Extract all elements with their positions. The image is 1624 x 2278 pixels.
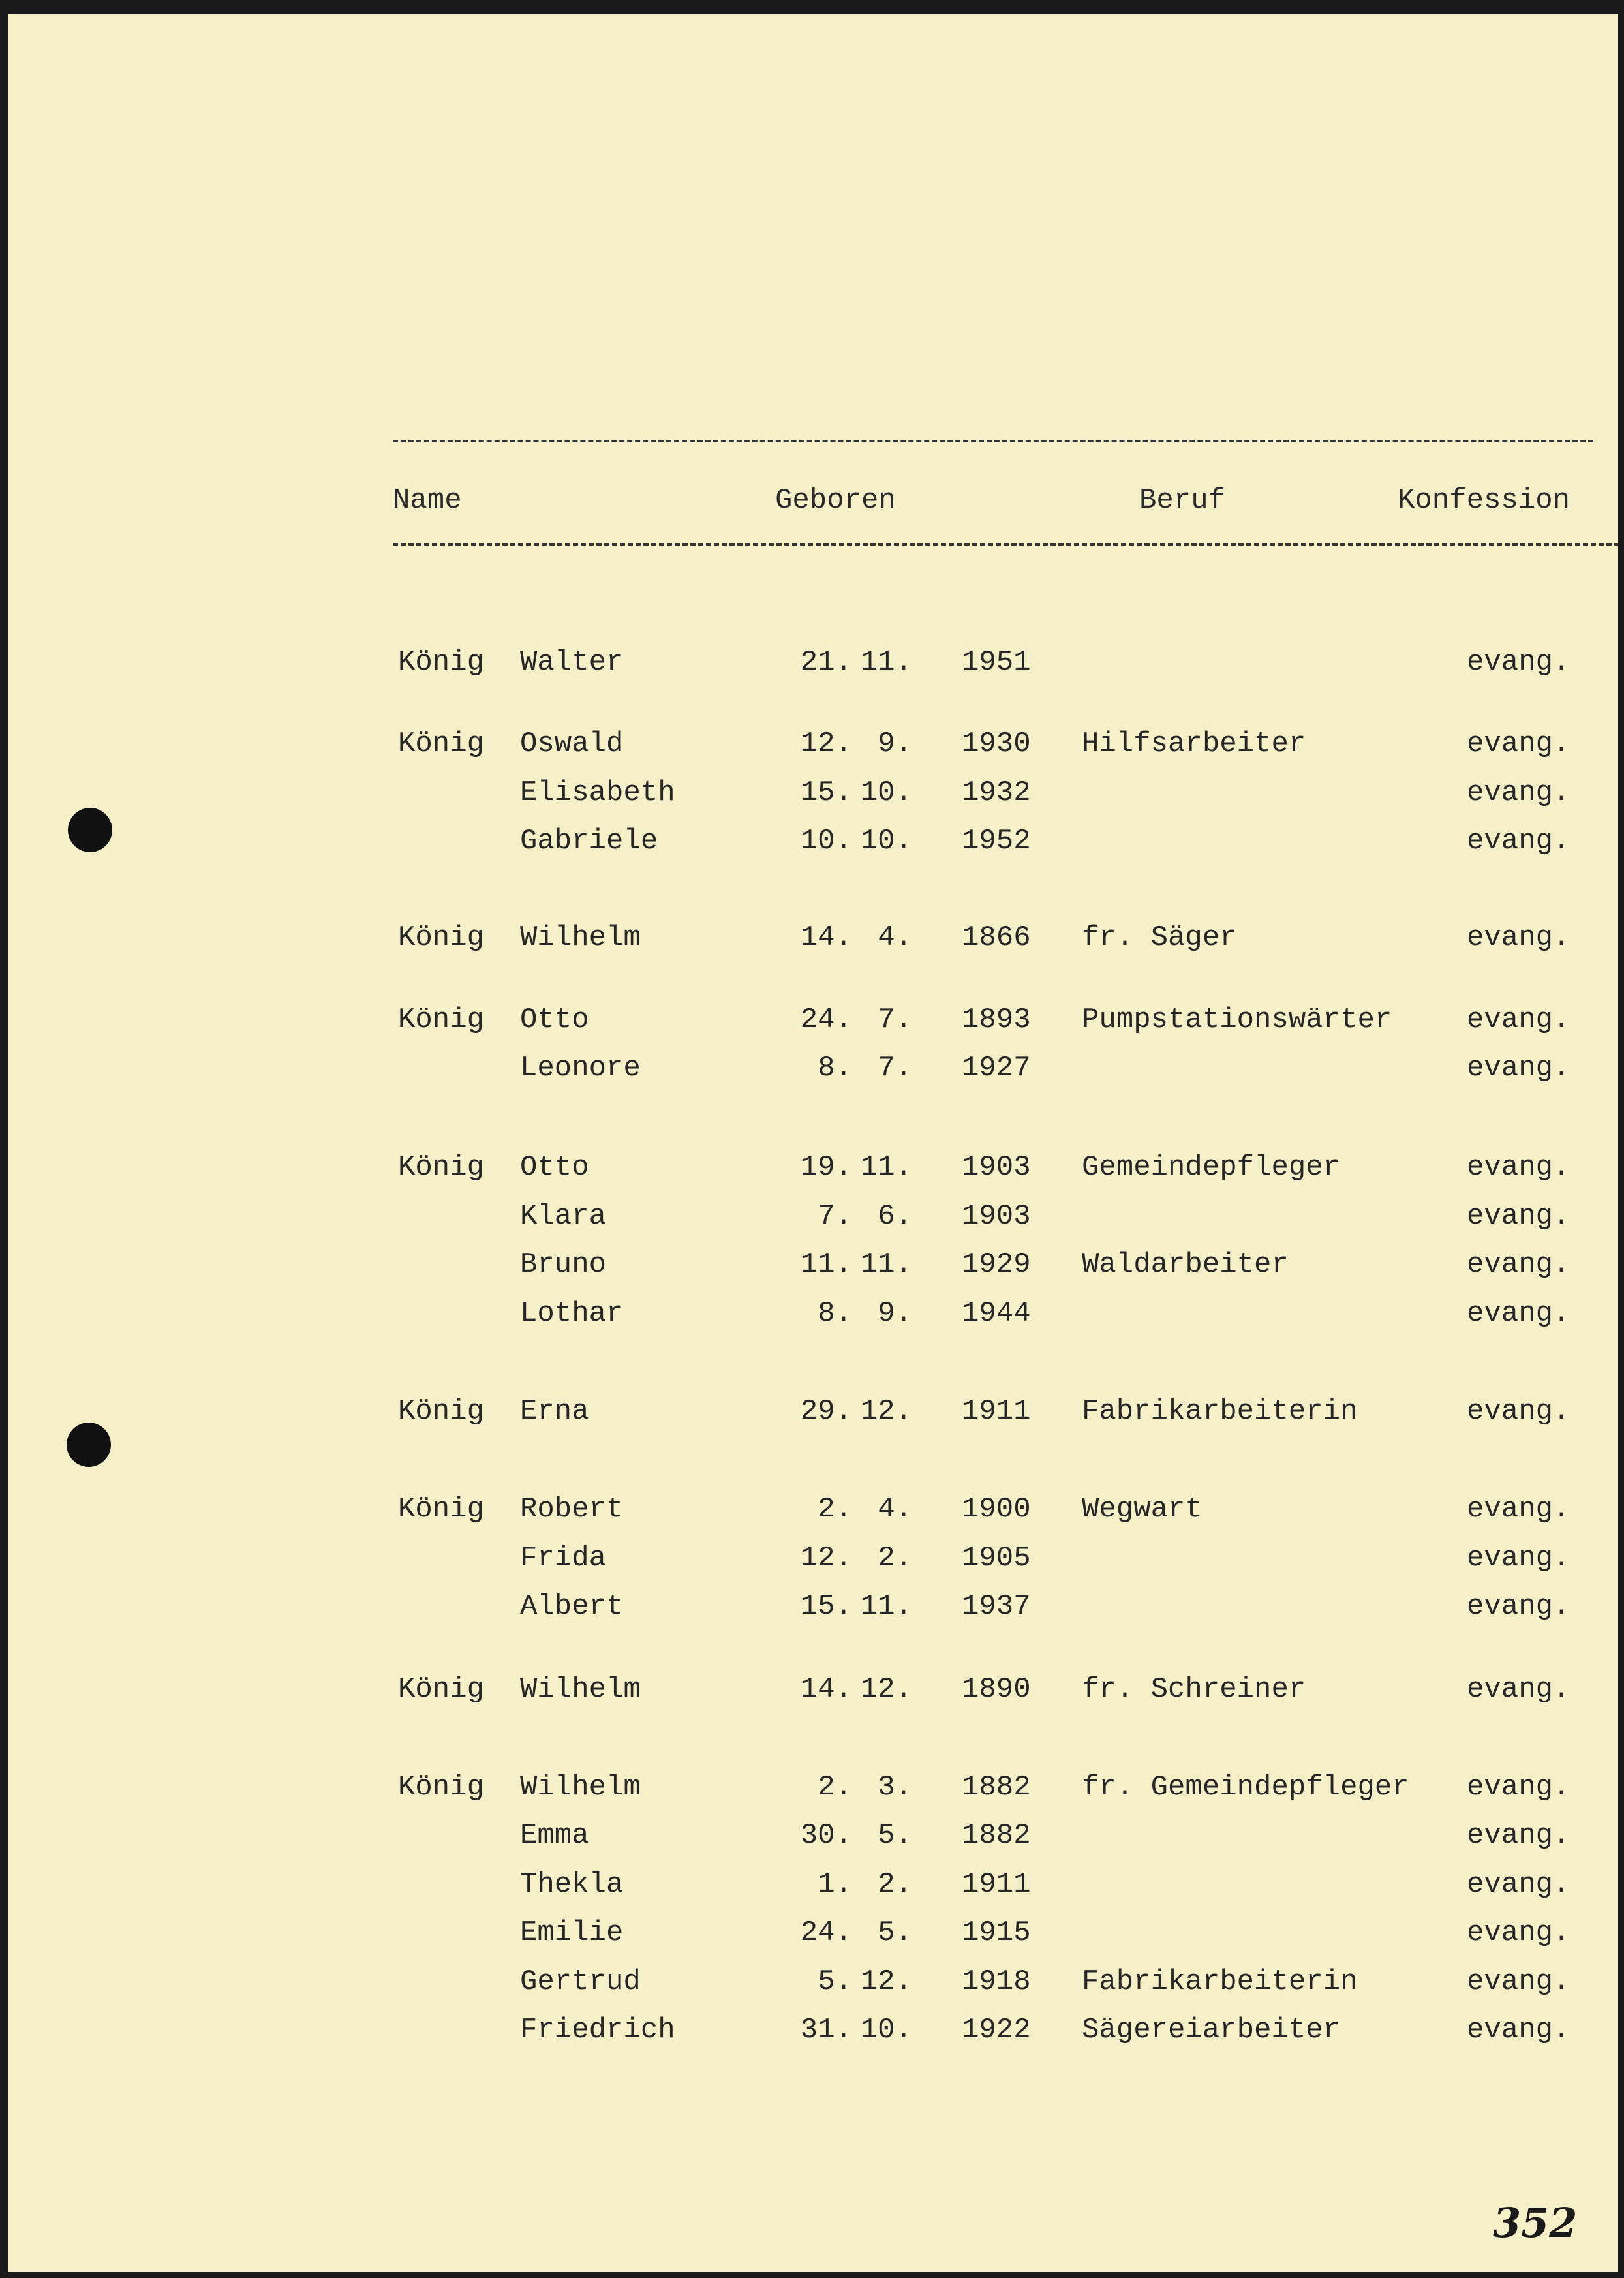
surname: König (398, 1004, 485, 1036)
confession: evang. (1467, 1200, 1570, 1233)
occupation: Hilfsarbeiter (1082, 728, 1306, 760)
birth-year: 1944 (962, 1297, 1031, 1330)
birth-day: 21. (800, 646, 852, 679)
birth-month: 11. (860, 1151, 912, 1184)
birth-day: 15. (800, 777, 852, 809)
birth-day: 14. (800, 921, 852, 954)
occupation: fr. Schreiner (1082, 1673, 1306, 1706)
confession: evang. (1467, 825, 1570, 857)
birth-month: 4. (878, 1493, 912, 1526)
first-name: Walter (520, 646, 624, 679)
birth-year: 1915 (962, 1916, 1031, 1949)
confession: evang. (1467, 921, 1570, 954)
table-row (8, 1819, 1618, 1868)
confession: evang. (1467, 1248, 1570, 1281)
table-row (8, 1590, 1618, 1639)
first-name: Elisabeth (520, 777, 675, 809)
surname: König (398, 1673, 485, 1706)
occupation: fr. Gemeindepfleger (1082, 1771, 1409, 1804)
first-name: Gabriele (520, 825, 658, 857)
birth-month: 7. (878, 1004, 912, 1036)
birth-day: 12. (800, 1542, 852, 1575)
birth-day: 2. (818, 1771, 852, 1804)
birth-day: 24. (800, 1004, 852, 1036)
birth-month: 2. (878, 1542, 912, 1575)
column-header-konfession: Konfession (1398, 484, 1570, 517)
table-row (8, 1542, 1618, 1590)
birth-year: 1890 (962, 1673, 1031, 1706)
occupation: Pumpstationswärter (1082, 1004, 1392, 1036)
birth-year: 1952 (962, 825, 1031, 857)
surname: König (398, 1493, 485, 1526)
confession: evang. (1467, 1493, 1570, 1526)
birth-year: 1918 (962, 1965, 1031, 1998)
birth-day: 19. (800, 1151, 852, 1184)
surname: König (398, 728, 485, 760)
table-row (8, 728, 1618, 776)
birth-day: 15. (800, 1590, 852, 1623)
birth-month: 9. (878, 728, 912, 760)
birth-month: 12. (860, 1395, 912, 1428)
confession: evang. (1467, 1004, 1570, 1036)
birth-day: 8. (818, 1052, 852, 1085)
first-name: Gertrud (520, 1965, 641, 1998)
column-header-beruf: Beruf (1139, 484, 1226, 517)
birth-year: 1927 (962, 1052, 1031, 1085)
occupation: Waldarbeiter (1082, 1248, 1289, 1281)
table-row (8, 921, 1618, 970)
first-name: Frida (520, 1542, 607, 1575)
confession: evang. (1467, 1297, 1570, 1330)
occupation: Fabrikarbeiterin (1082, 1395, 1358, 1428)
birth-year: 1882 (962, 1771, 1031, 1804)
table-row (8, 1395, 1618, 1443)
page-number: 352 (1493, 2199, 1578, 2247)
first-name: Albert (520, 1590, 624, 1623)
confession: evang. (1467, 1965, 1570, 1998)
confession: evang. (1467, 728, 1570, 760)
table-row (8, 1248, 1618, 1297)
table-row (8, 1965, 1618, 2014)
confession: evang. (1467, 1052, 1570, 1085)
confession: evang. (1467, 1151, 1570, 1184)
first-name: Oswald (520, 728, 624, 760)
birth-day: 11. (800, 1248, 852, 1281)
document-page (8, 14, 1618, 2272)
birth-year: 1951 (962, 646, 1031, 679)
first-name: Wilhelm (520, 921, 641, 954)
birth-month: 2. (878, 1868, 912, 1901)
birth-day: 14. (800, 1673, 852, 1706)
first-name: Lothar (520, 1297, 624, 1330)
column-header-geboren: Geboren (775, 484, 896, 517)
birth-month: 12. (860, 1673, 912, 1706)
birth-day: 29. (800, 1395, 852, 1428)
first-name: Emma (520, 1819, 589, 1852)
birth-year: 1866 (962, 921, 1031, 954)
confession: evang. (1467, 1916, 1570, 1949)
birth-day: 30. (800, 1819, 852, 1852)
birth-year: 1900 (962, 1493, 1031, 1526)
birth-month: 6. (878, 1200, 912, 1233)
table-row (8, 1004, 1618, 1052)
birth-month: 3. (878, 1771, 912, 1804)
surname: König (398, 921, 485, 954)
confession: evang. (1467, 777, 1570, 809)
table-row (8, 1916, 1618, 1965)
confession: evang. (1467, 1771, 1570, 1804)
confession: evang. (1467, 1590, 1570, 1623)
occupation: fr. Säger (1082, 921, 1237, 954)
birth-month: 10. (860, 825, 912, 857)
birth-day: 5. (818, 1965, 852, 1998)
table-row (8, 825, 1618, 873)
table-row (8, 1771, 1618, 1819)
first-name: Leonore (520, 1052, 641, 1085)
birth-year: 1893 (962, 1004, 1031, 1036)
table-row (8, 1868, 1618, 1916)
birth-month: 5. (878, 1819, 912, 1852)
birth-day: 12. (800, 728, 852, 760)
first-name: Thekla (520, 1868, 624, 1901)
birth-month: 4. (878, 921, 912, 954)
first-name: Wilhelm (520, 1771, 641, 1804)
birth-year: 1903 (962, 1151, 1031, 1184)
table-row (8, 1151, 1618, 1199)
birth-month: 5. (878, 1916, 912, 1949)
first-name: Wilhelm (520, 1673, 641, 1706)
birth-year: 1930 (962, 728, 1031, 760)
birth-year: 1882 (962, 1819, 1031, 1852)
first-name: Robert (520, 1493, 624, 1526)
occupation: Sägereiarbeiter (1082, 2014, 1341, 2046)
confession: evang. (1467, 1868, 1570, 1901)
first-name: Emilie (520, 1916, 624, 1949)
register-table (8, 14, 1618, 2272)
birth-year: 1929 (962, 1248, 1031, 1281)
first-name: Klara (520, 1200, 607, 1233)
column-header-name: Name (393, 484, 462, 517)
first-name: Erna (520, 1395, 589, 1428)
table-row (8, 1493, 1618, 1541)
birth-year: 1922 (962, 2014, 1031, 2046)
birth-day: 2. (818, 1493, 852, 1526)
birth-day: 31. (800, 2014, 852, 2046)
surname: König (398, 1771, 485, 1804)
first-name: Friedrich (520, 2014, 675, 2046)
birth-month: 11. (860, 646, 912, 679)
occupation: Gemeindepfleger (1082, 1151, 1341, 1184)
birth-day: 1. (818, 1868, 852, 1901)
first-name: Otto (520, 1004, 589, 1036)
confession: evang. (1467, 1542, 1570, 1575)
birth-month: 12. (860, 1965, 912, 1998)
birth-day: 10. (800, 825, 852, 857)
table-row (8, 1200, 1618, 1248)
birth-year: 1903 (962, 1200, 1031, 1233)
surname: König (398, 1395, 485, 1428)
birth-month: 11. (860, 1590, 912, 1623)
occupation: Wegwart (1082, 1493, 1203, 1526)
birth-day: 7. (818, 1200, 852, 1233)
birth-month: 9. (878, 1297, 912, 1330)
table-row (8, 1052, 1618, 1100)
table-row (8, 1297, 1618, 1346)
confession: evang. (1467, 646, 1570, 679)
confession: evang. (1467, 1395, 1570, 1428)
confession: evang. (1467, 2014, 1570, 2046)
birth-day: 24. (800, 1916, 852, 1949)
surname: König (398, 1151, 485, 1184)
first-name: Otto (520, 1151, 589, 1184)
birth-year: 1937 (962, 1590, 1031, 1623)
table-row (8, 1673, 1618, 1721)
table-row (8, 2014, 1618, 2062)
surname: König (398, 646, 485, 679)
birth-month: 10. (860, 777, 912, 809)
confession: evang. (1467, 1819, 1570, 1852)
table-row (8, 777, 1618, 825)
birth-month: 7. (878, 1052, 912, 1085)
birth-month: 11. (860, 1248, 912, 1281)
birth-year: 1932 (962, 777, 1031, 809)
birth-year: 1911 (962, 1868, 1031, 1901)
table-row (8, 646, 1618, 694)
birth-year: 1905 (962, 1542, 1031, 1575)
birth-month: 10. (860, 2014, 912, 2046)
first-name: Bruno (520, 1248, 607, 1281)
birth-year: 1911 (962, 1395, 1031, 1428)
confession: evang. (1467, 1673, 1570, 1706)
birth-day: 8. (818, 1297, 852, 1330)
occupation: Fabrikarbeiterin (1082, 1965, 1358, 1998)
